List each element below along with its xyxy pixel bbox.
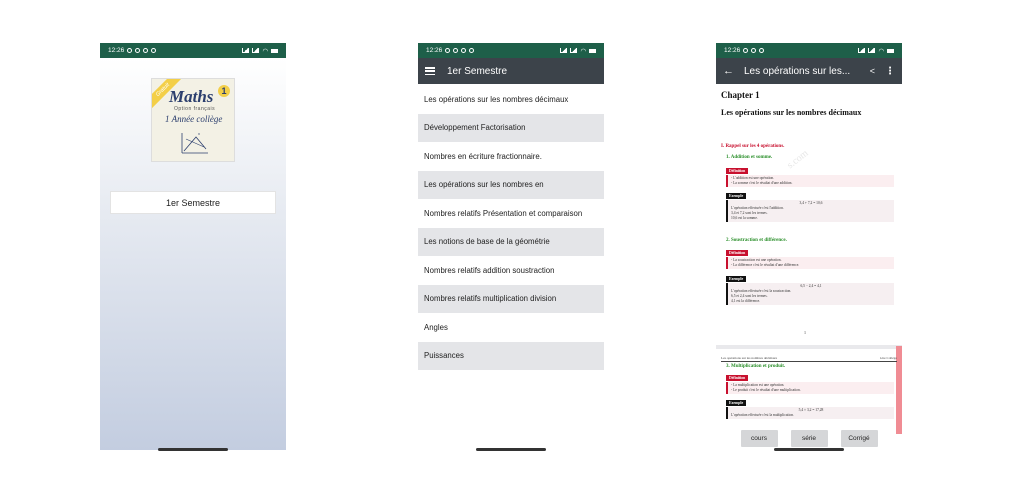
subsection-heading: 3. Multiplication et produit.: [726, 364, 786, 369]
signal-icon: [570, 48, 577, 53]
signal-icon: [560, 48, 567, 53]
list-item[interactable]: Angles: [424, 322, 448, 332]
example-equation: 5,4 × 3,2 = 17,28: [798, 408, 824, 412]
alarm-icon: [445, 48, 450, 53]
page-header-level: 1ère Collège: [879, 356, 897, 360]
semester-button[interactable]: 1er Semestre: [110, 191, 276, 214]
list-item[interactable]: Les opérations sur les nombres décimaux: [424, 94, 569, 104]
battery-icon: [887, 49, 894, 53]
geometry-icon: [180, 129, 210, 155]
example-tag: Exemple: [726, 193, 746, 199]
app-bar-title: 1er Semestre: [447, 65, 508, 77]
example-box: [726, 283, 894, 305]
status-time: 12:26: [426, 47, 443, 54]
definition-box: [726, 257, 894, 269]
signal-icon: [868, 48, 875, 53]
example-line: 10,6 est la somme.: [731, 216, 758, 220]
chapter-heading: Chapter 1: [721, 90, 760, 100]
chapter-list: [418, 85, 604, 370]
wifi-icon: ◠: [878, 47, 884, 55]
chapter-title: Les opérations sur les nombres décimaux: [721, 108, 862, 117]
logo-badge: 1: [218, 85, 230, 97]
list-item[interactable]: Les notions de base de la géométrie: [418, 228, 604, 257]
status-bar: [418, 43, 604, 58]
list-item[interactable]: Développement Factorisation: [418, 114, 604, 143]
list-item[interactable]: Nombres en écriture fractionnaire.: [424, 151, 542, 161]
example-tag: Exemple: [726, 400, 746, 406]
example-tag: Exemple: [726, 276, 746, 282]
definition-line: - La somme c'est le résultat d'une addition.: [731, 181, 793, 185]
page-header-title: Les opérations sur les nombres décimaux: [721, 356, 778, 360]
status-bar: [100, 43, 286, 58]
example-line: 4,1 est la différence.: [731, 299, 761, 303]
app-icon: [469, 48, 474, 53]
wifi-icon: ◠: [262, 47, 268, 55]
status-time: 12:26: [108, 47, 125, 54]
list-item[interactable]: Nombres relatifs Présentation et comparaison: [424, 208, 583, 218]
whatsapp-icon: [143, 48, 148, 53]
definition-line: - L'addition est une opération.: [731, 176, 775, 180]
notification-icon: [135, 48, 140, 53]
example-equation: 6,5 − 2,4 = 4,1: [800, 284, 822, 288]
signal-icon: [252, 48, 259, 53]
subsection-heading: 2. Soustraction et différence.: [726, 238, 787, 243]
definition-line: - La différence c'est le résultat d'une différence.: [731, 263, 800, 267]
home-indicator: [476, 448, 546, 451]
example-line: 6,5 et 2,4 sont les termes.: [731, 294, 768, 298]
logo-subtitle: Option français: [174, 106, 216, 112]
page-number: 1: [804, 330, 806, 335]
back-arrow-icon[interactable]: ←: [723, 65, 734, 77]
signal-icon: [858, 48, 865, 53]
example-line: L'opération effectuée c'est l'addition.: [731, 206, 784, 210]
phone-home-screen: [100, 43, 286, 453]
notification-icon: [751, 48, 756, 53]
list-item[interactable]: Les opérations sur les nombres en: [418, 171, 604, 200]
whatsapp-icon: [461, 48, 466, 53]
pdf-viewer[interactable]: [716, 84, 902, 434]
definition-box: [726, 382, 894, 394]
watermark: s.com: [785, 147, 811, 172]
definition-tag: Définition: [726, 375, 748, 381]
menu-icon[interactable]: [425, 67, 435, 75]
corrige-button[interactable]: Corrigé: [841, 430, 878, 447]
subsection-heading: 1. Addition et somme.: [726, 155, 773, 160]
app-logo: [151, 78, 235, 162]
definition-tag: Définition: [726, 250, 748, 256]
battery-icon: [589, 49, 596, 53]
alarm-icon: [127, 48, 132, 53]
example-box: [726, 200, 894, 222]
list-item[interactable]: Nombres relatifs addition soustraction: [424, 265, 555, 275]
example-line: L'opération effectuée c'est la soustraction.: [731, 289, 792, 293]
logo-title: Maths: [169, 87, 214, 106]
example-line: 3,4 et 7,2 sont les termes.: [731, 211, 768, 215]
example-box: [726, 407, 894, 419]
status-bar: [716, 43, 902, 58]
app-icon: [759, 48, 764, 53]
bottom-button-bar: [716, 430, 902, 447]
page-separator: [716, 345, 902, 349]
section-heading: I. Rappel sur les 4 opérations.: [721, 144, 785, 149]
definition-line: - Le produit c'est le résultat d'une multiplication.: [731, 388, 801, 392]
example-line: L'opération effectuée c'est la multiplication.: [731, 413, 794, 417]
app-bar: [716, 58, 902, 84]
page-header: [721, 356, 897, 362]
list-item[interactable]: Puissances: [418, 342, 604, 371]
home-screen: [100, 58, 286, 450]
home-indicator: [158, 448, 228, 451]
wifi-icon: ◠: [580, 47, 586, 55]
list-item[interactable]: Nombres relatifs multiplication division: [418, 285, 604, 314]
signal-icon: [242, 48, 249, 53]
phone-lesson-viewer: [716, 43, 902, 453]
definition-line: - La multiplication est une opération.: [731, 383, 785, 387]
free-ribbon: Gratuit: [151, 78, 184, 111]
logo-year: 1 Année collège: [165, 114, 223, 124]
app-bar-title: Les opérations sur les...: [744, 65, 851, 77]
status-time: 12:26: [724, 47, 741, 54]
serie-button[interactable]: série: [791, 430, 828, 447]
notification-icon: [453, 48, 458, 53]
svg-text:x: x: [198, 131, 200, 136]
cours-button[interactable]: cours: [741, 430, 778, 447]
more-options-icon[interactable]: ⋮: [885, 65, 895, 77]
app-bar: [418, 58, 604, 84]
phone-chapter-list: [418, 43, 604, 453]
definition-box: [726, 175, 894, 187]
example-equation: 3,4 + 7,2 = 10,6: [799, 201, 823, 205]
definition-line: - La soustraction est une opération.: [731, 258, 782, 262]
share-icon[interactable]: <: [869, 66, 875, 76]
definition-tag: Définition: [726, 168, 748, 174]
battery-icon: [271, 49, 278, 53]
alarm-icon: [743, 48, 748, 53]
app-icon: [151, 48, 156, 53]
home-indicator: [774, 448, 844, 451]
